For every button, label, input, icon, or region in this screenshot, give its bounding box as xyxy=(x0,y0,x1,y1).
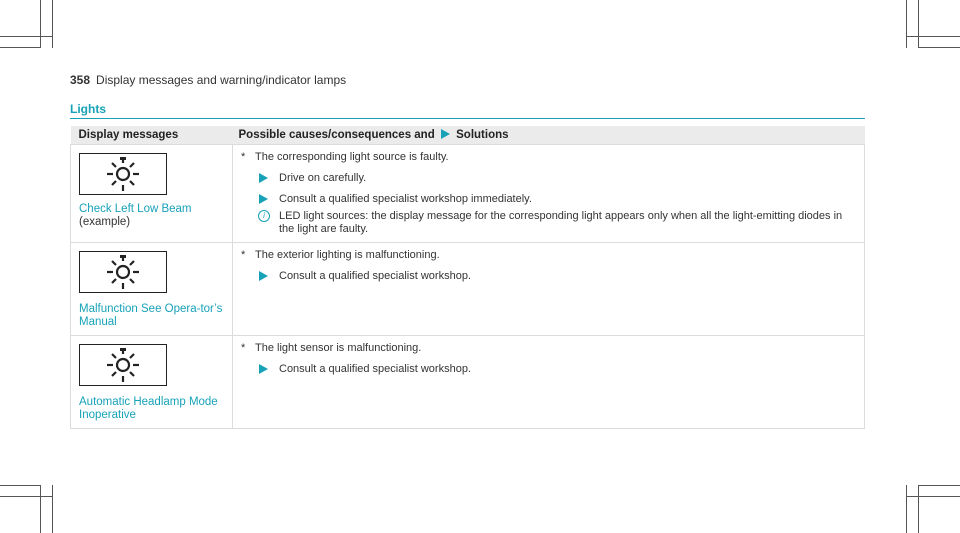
crop-mark xyxy=(918,47,960,48)
solution-text: Consult a qualified specialist workshop. xyxy=(279,270,471,282)
info-icon: i xyxy=(258,210,270,222)
section-title: Lights xyxy=(70,102,106,116)
solution-text: Drive on carefully. xyxy=(279,172,367,184)
light-sensor-icon xyxy=(79,251,167,293)
cause-item xyxy=(241,342,858,355)
crop-mark xyxy=(52,0,53,48)
solution-text: Consult a qualified specialist workshop immediately. xyxy=(279,193,532,205)
asterisk-bullet: * xyxy=(241,151,246,163)
asterisk-bullet: * xyxy=(241,249,246,261)
crop-mark xyxy=(52,485,53,533)
crop-mark xyxy=(0,47,40,48)
info-note xyxy=(241,210,858,236)
solution-arrow-icon xyxy=(259,194,268,204)
message-cell xyxy=(71,243,233,336)
crop-mark xyxy=(0,36,52,37)
page-header xyxy=(70,73,346,87)
note-text: LED light sources: the display message for the corresponding light appears only when all the light-emitting diodes in the light are faulty. xyxy=(279,210,843,235)
light-sensor-icon xyxy=(79,153,167,195)
table-row xyxy=(71,145,865,243)
solution-arrow-icon xyxy=(441,129,450,139)
crop-mark xyxy=(0,485,40,486)
solution-text: Consult a qualified specialist workshop. xyxy=(279,363,471,375)
crop-mark xyxy=(918,485,960,486)
solution-arrow-icon xyxy=(259,173,268,183)
section-divider xyxy=(70,118,865,119)
solution-step xyxy=(241,172,858,185)
example-suffix: (example) xyxy=(79,216,131,228)
column-header-causes-label: Possible causes/consequences and xyxy=(238,129,435,141)
causes-cell xyxy=(233,336,865,429)
causes-cell xyxy=(233,243,865,336)
asterisk-bullet: * xyxy=(241,342,246,354)
page-header-title: Display messages and warning/indicator lamps xyxy=(96,73,347,87)
light-sensor-icon xyxy=(79,344,167,386)
crop-mark xyxy=(0,496,52,497)
cause-item xyxy=(241,249,858,262)
solution-step xyxy=(241,363,858,376)
cause-text: The light sensor is malfunctioning. xyxy=(255,342,422,354)
solution-arrow-icon xyxy=(259,271,268,281)
table-header-row xyxy=(71,126,865,145)
crop-mark xyxy=(906,0,907,48)
crop-mark xyxy=(906,485,907,533)
crop-mark xyxy=(906,496,960,497)
cause-text: The exterior lighting is malfunctioning. xyxy=(255,249,440,261)
column-header-causes xyxy=(233,126,865,145)
solution-step xyxy=(241,193,858,206)
crop-mark xyxy=(40,485,41,533)
solution-arrow-icon xyxy=(259,364,268,374)
cause-item xyxy=(241,151,858,164)
message-cell xyxy=(71,336,233,429)
page-number: 358 xyxy=(70,73,91,87)
table-row xyxy=(71,243,865,336)
crop-mark xyxy=(918,485,919,533)
crop-mark xyxy=(918,0,919,48)
causes-cell xyxy=(233,145,865,243)
message-cell xyxy=(71,145,233,243)
display-messages-table xyxy=(70,126,865,429)
display-message-text: Malfunction See Opera-tor’s Manual xyxy=(79,303,223,328)
crop-mark xyxy=(40,0,41,48)
table-row xyxy=(71,336,865,429)
cause-text: The corresponding light source is faulty. xyxy=(255,151,449,163)
column-header-display-messages: Display messages xyxy=(71,126,233,145)
column-header-solutions-label: Solutions xyxy=(456,129,509,141)
solution-step xyxy=(241,270,858,283)
crop-mark xyxy=(906,36,960,37)
display-message-text: Check Left Low Beam xyxy=(79,203,192,215)
display-message-text: Automatic Headlamp Mode Inoperative xyxy=(79,396,218,421)
